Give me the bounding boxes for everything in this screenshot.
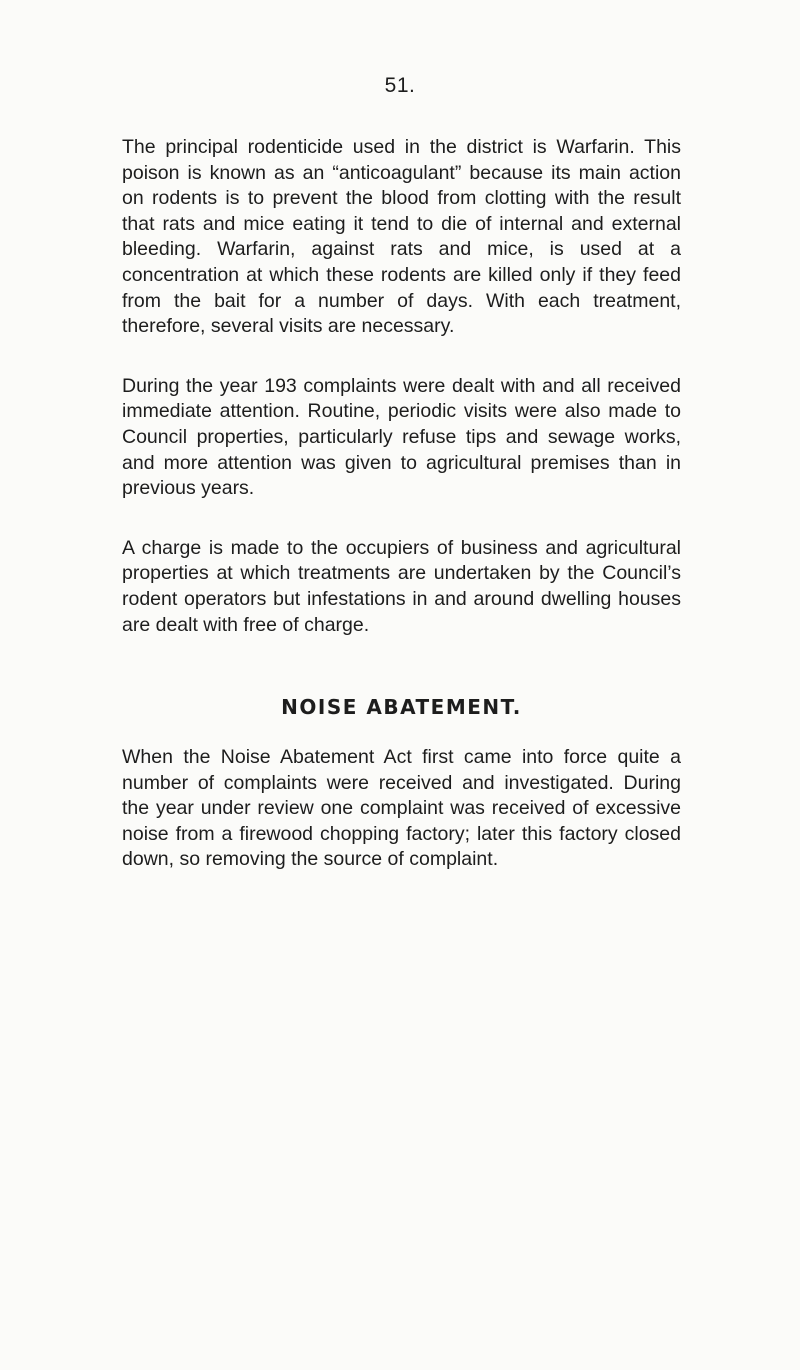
paragraph-noise-abatement: When the Noise Abatement Act first came into force quite a number of complaints were received and investigated. During the year under review one complaint was received of excessive noise from a firewood chopping factory; later this factory closed down, so removing the source of complaint. — [122, 746, 681, 871]
paragraph-charges: A charge is made to the occupiers of business and agricultural properties at which treatments are undertaken by the Council’s rodent operators but infestations in and around dwelling houses are dealt with free of charge. — [122, 536, 681, 636]
page-number: 51. — [384, 74, 416, 97]
document-body — [122, 135, 681, 873]
paragraph-rodenticide: The principal rodenticide used in the district is Warfarin. This poison is known as an “anticoagulant” because its main action on rodents is to prevent the blood from clotting with the result that rats and mice eating it tend to die of internal and external bleeding. Warfarin, against rats and mice, is used at a concentration at which these rodents are killed only if they feed from the bait for a number of days. With each treatment, therefore, several visits are necessary. — [122, 136, 681, 338]
section-heading-noise-abatement: NOISE ABATEMENT. — [281, 695, 522, 720]
paragraph-complaints: During the year 193 complaints were dealt with and all received immediate attention. Routine, periodic visits were also made to Council properties, particularly refuse tips and sewage works, and more attention was given to agricultural premises than in previous years. — [122, 374, 681, 500]
